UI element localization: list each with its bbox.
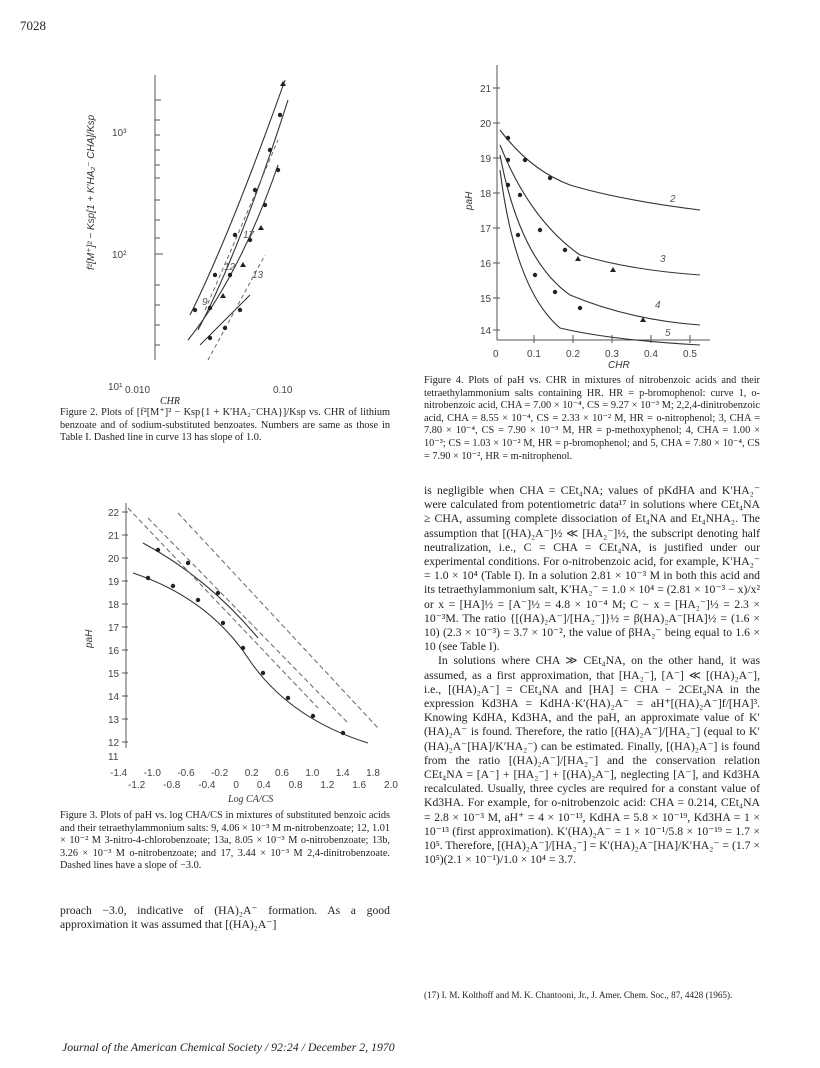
fig3-ytick-20: 20 xyxy=(108,554,120,565)
fig4-ytick-18: 18 xyxy=(480,189,492,200)
fig2-curve-label-13: 13 xyxy=(252,270,264,281)
fig3-xtick-top: -0.2 xyxy=(211,768,229,779)
fig3-ytick-21: 21 xyxy=(108,531,120,542)
fig2-xtick-1: 0.010 xyxy=(125,385,151,396)
fig4-xlabel: CHR xyxy=(608,360,630,371)
fig4-xtick-0: 0 xyxy=(493,349,499,360)
paragraph: In solutions where CHA ≫ CEt₄NA, on the other hand, it was assumed, as a first approximation, that [HA₂⁻], [A⁻] ≪ [(HA)₂A⁻], i.e., [(HA)₂A⁻] = CEt₄NA and [HA] = CHA − 2CEt₄NA in the expression Kd3HA = KdHA·K′(HA)₂A⁻ = aH⁺[(HA)₂A⁻]f/[HA]³. Knowing KdHA, Kd3HA, and the paH, an approximate value of K′(HA)₂A⁻ is found. Therefore, the ratio [(HA)₂A⁻]/[HA₂⁻] (equal to K′(HA)₂A⁻[HA]/K′HA₂⁻) can be estimated. Finally, [(HA)₂A⁻] is found from the ratio [(HA)₂A⁻]/[HA₂⁻] and the conservation relation CEt₄NA = [A⁻] + [HA₂⁻] + [(HA)₂A⁻], neglecting [A⁻], and Kd3HA recalculated. Usually, three cycles are required for a constant value of Kd3HA. For example, for o-nitrobenzoic acid: CHA = 0.214, CEt₄NA = 2.8 × 10⁻³ M, aH⁺ = 4 × 10⁻¹³, KdHA = 5.8 × 10⁻¹⁹, Kd3HA = 1 × 10⁻¹³ (first approximation). K′(HA)₂A⁻ = 1 × 10⁻¹/5.8 × 10⁻¹⁹ = 1.7 × 10⁵. Therefore, [(HA)₂A⁻]/[HA₂⁻] = K′(HA)₂A⁻[HA]/K′HA₂⁻ = (1.7 × 10⁵)(2.1 × 10⁻¹)/1.0 × 10⁴ = 3.7. xyxy=(424,654,760,867)
fig2-caption: Figure 2. Plots of [f²[M⁺]² − Ksp{1 + K′HA₂⁻CHA}]/Ksp vs. CHR of lithium benzoate and of sodium-substituted benzoates. Numbers are same as those in Table I. Dashed line in curve 13 has slope of 1.0. xyxy=(60,407,390,444)
fig3-ytick-14: 14 xyxy=(108,692,120,703)
fig4-ytick-16: 16 xyxy=(480,259,492,270)
fig3-xtick-bottom: 0.4 xyxy=(256,780,271,791)
fig3-xtick-top: 1.0 xyxy=(305,768,320,779)
fig4-ytick-17: 17 xyxy=(480,224,492,235)
fig4-ytick-21: 21 xyxy=(480,84,492,95)
fig3-xtick-bottom: -0.8 xyxy=(163,780,181,791)
fig3-ytick-17: 17 xyxy=(108,623,120,634)
page-number: 7028 xyxy=(20,18,46,33)
fig2-ytick-1: 10³ xyxy=(112,128,127,139)
fig3-xtick-bottom: 0.8 xyxy=(288,780,303,791)
fig4-xtick-5: 0.5 xyxy=(683,349,697,360)
fig3-curve-upper xyxy=(143,543,258,638)
journal-footer: Journal of the American Chemical Society / 92:24 / December 2, 1970 xyxy=(62,1040,395,1054)
fig3-dashed-2 xyxy=(148,518,348,723)
fig2-ylabel: f²[M⁺]² − Ksp[1 + K′HA₂⁻ CHA]/Ksp xyxy=(86,114,97,270)
fig3-xticks-bottom xyxy=(128,780,398,791)
figure-3 xyxy=(84,498,388,756)
footnote: (17) I. M. Kolthoff and M. K. Chantooni, Jr., J. Amer. Chem. Soc., 87, 4428 (1965). xyxy=(424,990,733,1000)
fig4-ytick-15: 15 xyxy=(480,294,492,305)
fig4-xtick-2: 0.2 xyxy=(566,349,580,360)
fig4-xtick-3: 0.3 xyxy=(605,349,619,360)
paragraph: proach −3.0, indicative of (HA)₂A⁻ formation. As a good approximation it was assumed that [(HA)₂A⁻] xyxy=(60,904,390,932)
fig3-caption: Figure 3. Plots of paH vs. log CHA/CS in mixtures of substituted benzoic acids and their tetraethylammonium salts: 9, 4.06 × 10⁻³ M m-nitrobenzoate; 12, 1.01 × 10⁻² M 3-nitro-4-chlorobenzoate; 13a, 8.05 × 10⁻³ M o-nitrobenzoate; 13b, 3.26 × 10⁻³ M o-nitrobenzoate; and 17, 3.44 × 10⁻³ M 2,4-dinitrobenzoate. Dashed lines have a slope of −3.0. xyxy=(60,810,390,872)
left-column-text xyxy=(60,904,390,932)
fig3-xtick-top: 0.6 xyxy=(275,768,289,779)
fig3-dashed-1 xyxy=(128,508,318,708)
figure-4 xyxy=(460,60,730,370)
fig4-xtick-1: 0.1 xyxy=(527,349,541,360)
fig4-caption: Figure 4. Plots of paH vs. CHR in mixtures of nitrobenzoic acids and their tetraethylammonium salts containing HR. HR = p-bromophenol: curve 1, o-nitrobenzoic acid, CHA = 7.00 × 10⁻⁴, CS = 9.27 × 10⁻³ M; 2,2,4-dinitrobenzoic acid, CHA = 8.55 × 10⁻⁴, CS = 2.33 × 10⁻² M, HR = o-nitrophenol; 3, CHA = 7.80 × 10⁻⁴, CS = 7.90 × 10⁻³ M, HR = p-methoxyphenol; 4, CHA = 1.00 × 10⁻³; CS = 1.03 × 10⁻² M, HR = p-bromophenol; and 5, CHA = 7.80 × 10⁻⁴, CS = 7.90 × 10⁻², HR = m-nitrophenol. xyxy=(424,375,760,462)
fig3-curve-main xyxy=(133,573,368,743)
fig3-xtick-top: 0.2 xyxy=(244,768,259,779)
fig3-xtick-top: 1.8 xyxy=(366,768,380,779)
fig3-dashed-3 xyxy=(178,513,378,728)
fig2-curve-label-12: 12 xyxy=(224,262,236,273)
fig4-ytick-19: 19 xyxy=(480,154,492,165)
fig2-ytick-2: 10² xyxy=(112,250,127,261)
fig3-xtick-top: -0.6 xyxy=(177,768,195,779)
fig3-xtick-bottom: 0 xyxy=(233,780,239,791)
fig3-ytick-13: 13 xyxy=(108,715,120,726)
fig2-curve-label-17: 17 xyxy=(243,230,255,241)
fig4-curve-label-4: 4 xyxy=(655,300,661,311)
fig3-xtick-bottom: 1.2 xyxy=(320,780,335,791)
fig4-curve-3 xyxy=(500,145,700,275)
fig4-curve-label-2: 2 xyxy=(670,194,676,205)
fig2-curve-9 xyxy=(190,80,285,315)
fig3-ytick-11: 11 xyxy=(108,752,119,763)
fig3-ytick-19: 19 xyxy=(108,577,120,588)
right-column-text xyxy=(424,484,760,867)
fig3-xtick-top: -1.0 xyxy=(143,768,161,779)
fig3-xtick-top: -1.4 xyxy=(110,768,128,779)
fig3-xtick-bottom: 2.0 xyxy=(384,780,398,791)
fig4-ytick-20: 20 xyxy=(480,119,492,130)
fig3-xlabel: Log CA/CS xyxy=(228,794,274,805)
fig4-xtick-4: 0.4 xyxy=(644,349,658,360)
fig4-curve-label-3: 3 xyxy=(660,254,666,265)
fig3-ytick-18: 18 xyxy=(108,600,120,611)
fig3-ytick-15: 15 xyxy=(108,669,120,680)
fig4-ytick-14: 14 xyxy=(480,326,492,337)
fig3-xtick-top: 1.4 xyxy=(335,768,350,779)
fig3-xtick-bottom: -1.2 xyxy=(128,780,146,791)
fig3-xticks-top xyxy=(110,768,380,779)
fig3-xtick-bottom: 1.6 xyxy=(352,780,367,791)
fig3-xtick-bottom: -0.4 xyxy=(198,780,216,791)
fig3-ylabel: paH xyxy=(84,629,95,648)
fig2-curve-label-9: 9 xyxy=(202,297,208,308)
fig3-ytick-16: 16 xyxy=(108,646,120,657)
fig3-ytick-22: 22 xyxy=(108,508,120,519)
figure-2 xyxy=(80,60,330,395)
fig4-ylabel: paH xyxy=(464,191,475,210)
fig4-curve-label-5: 5 xyxy=(665,328,671,339)
fig2-xtick-2: 0.10 xyxy=(273,385,293,396)
fig2-ytick-3: 10¹ xyxy=(108,382,123,393)
fig3-ytick-12: 12 xyxy=(108,738,120,749)
fig2-xlabel: CHR xyxy=(160,396,180,407)
paragraph: is negligible when CHA = CEt₄NA; values of pKdHA and K′HA₂⁻ were calculated from potentiometric data¹⁷ in solutions where CEt₄NA ≥ CHA, assuming complete dissociation of Et₄NA and Et₄NHA₂. The assumption that [(HA)₂A⁻]½ ≪ [HA₂⁻]½, the subscript denoting half neutralization, i.e., C = CHA = CEt₄NA, is justified under our experimental conditions. For o-nitrobenzoic acid, for example, K′HA₂⁻ = 1.0 × 10⁴ (Table I). In a solution 2.81 × 10⁻³ M in both this acid and its tetraethylammonium salt, K′HA₂⁻ = 1.0 × 10⁴ = (2.81 × 10⁻³ − x)/x² or x = [HA]½ = [A⁻]½ = 4.8 × 10⁻⁴ M; C − x = [HA₂⁻]½ = 2.3 × 10⁻³M. The ratio {[(HA)₂A⁻]/[HA₂⁻]}½ = β(HA)₂A⁻[HA]½ = (1.6 × 10) (2.3 × 10⁻³) = 3.7 × 10⁻², the value of βHA₂⁻ being equal to 1.6 × 10 (see Table I). xyxy=(424,484,760,654)
fig4-curve-4 xyxy=(500,155,700,325)
